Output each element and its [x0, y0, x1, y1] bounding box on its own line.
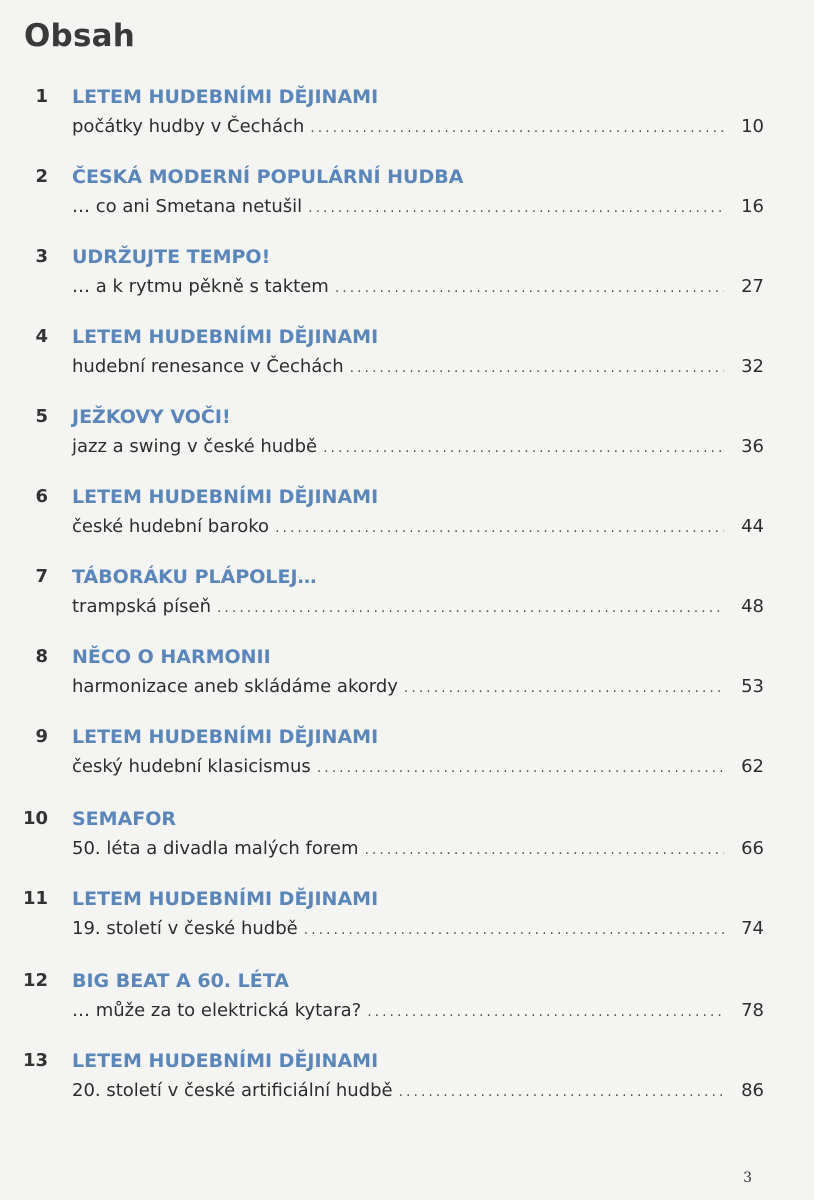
- page-ref: 10: [741, 116, 764, 137]
- chapter-subtitle: trampská píseň: [72, 596, 211, 617]
- page-ref: 16: [741, 196, 764, 217]
- chapter-number: 5: [35, 406, 48, 427]
- chapter-subtitle: harmonizace aneb skládáme akordy: [72, 676, 398, 697]
- dot-leader: [317, 760, 724, 776]
- dot-leader: [335, 280, 724, 296]
- chapter-subtitle: český hudební klasicismus: [72, 756, 311, 777]
- chapter-number: 11: [22, 888, 48, 909]
- page-ref: 48: [741, 596, 764, 617]
- entry-line: [72, 1080, 764, 1101]
- dot-leader: [310, 120, 724, 136]
- dot-leader: [364, 842, 724, 858]
- chapter-number: 13: [22, 1050, 48, 1071]
- page-ref: 53: [741, 676, 764, 697]
- chapter-number: 10: [22, 808, 48, 829]
- chapter-number: 1: [35, 86, 48, 107]
- chapter-title: ČESKÁ MODERNÍ POPULÁRNÍ HUDBA: [72, 166, 464, 188]
- chapter-subtitle: … co ani Smetana netušil: [72, 196, 303, 217]
- chapter-subtitle: … a k rytmu pěkně s taktem: [72, 276, 329, 297]
- chapter-title: LETEM HUDEBNÍMI DĚJINAMI: [72, 486, 379, 508]
- dot-leader: [275, 520, 724, 536]
- page-ref: 44: [741, 516, 764, 537]
- dot-leader: [399, 1084, 724, 1100]
- dot-leader: [367, 1004, 724, 1020]
- page-ref: 78: [741, 1000, 764, 1021]
- chapter-title: JEŽKOVY VOČI!: [72, 406, 231, 428]
- chapter-title: TÁBORÁKU PLÁPOLEJ…: [72, 566, 317, 588]
- chapter-subtitle: hudební renesance v Čechách: [72, 356, 344, 377]
- page-ref: 74: [741, 918, 764, 939]
- chapter-subtitle: 50. léta a divadla malých forem: [72, 838, 359, 859]
- chapter-title: SEMAFOR: [72, 808, 177, 830]
- entry-line: [72, 756, 764, 777]
- chapter-number: 6: [35, 486, 48, 507]
- chapter-number: 4: [35, 326, 48, 347]
- entry-line: [72, 838, 764, 859]
- entry-line: [72, 196, 764, 217]
- page-ref: 27: [741, 276, 764, 297]
- entry-line: [72, 356, 764, 377]
- entry-line: [72, 918, 764, 939]
- chapter-subtitle: počátky hudby v Čechách: [72, 116, 305, 137]
- chapter-subtitle: jazz a swing v české hudbě: [72, 436, 318, 457]
- chapter-subtitle: 20. století v české artificiální hudbě: [72, 1080, 393, 1101]
- chapter-title: LETEM HUDEBNÍMI DĚJINAMI: [72, 86, 379, 108]
- page-ref: 32: [741, 356, 764, 377]
- chapter-number: 7: [35, 566, 48, 587]
- chapter-title: NĚCO O HARMONII: [72, 646, 271, 668]
- entry-line: [72, 116, 764, 137]
- page-title: Obsah: [24, 18, 135, 54]
- entry-line: [72, 436, 764, 457]
- page-ref: 62: [741, 756, 764, 777]
- page-ref: 66: [741, 838, 764, 859]
- chapter-title: LETEM HUDEBNÍMI DĚJINAMI: [72, 1050, 379, 1072]
- chapter-title: LETEM HUDEBNÍMI DĚJINAMI: [72, 726, 379, 748]
- chapter-number: 8: [35, 646, 48, 667]
- dot-leader: [404, 680, 724, 696]
- page-number: 3: [743, 1170, 752, 1186]
- chapter-number: 12: [22, 970, 48, 991]
- entry-line: [72, 1000, 764, 1021]
- chapter-title: LETEM HUDEBNÍMI DĚJINAMI: [72, 326, 379, 348]
- chapter-title: BIG BEAT A 60. LÉTA: [72, 970, 289, 992]
- dot-leader: [350, 360, 724, 376]
- chapter-subtitle: české hudební baroko: [72, 516, 270, 537]
- entry-line: [72, 676, 764, 697]
- dot-leader: [217, 600, 724, 616]
- dot-leader: [308, 200, 724, 216]
- chapter-title: UDRŽUJTE TEMPO!: [72, 246, 271, 268]
- chapter-number: 9: [35, 726, 48, 747]
- chapter-number: 3: [35, 246, 48, 267]
- dot-leader: [304, 922, 724, 938]
- chapter-subtitle: … může za to elektrická kytara?: [72, 1000, 362, 1021]
- entry-line: [72, 516, 764, 537]
- chapter-subtitle: 19. století v české hudbě: [72, 918, 298, 939]
- dot-leader: [323, 440, 724, 456]
- chapter-title: LETEM HUDEBNÍMI DĚJINAMI: [72, 888, 379, 910]
- entry-line: [72, 596, 764, 617]
- chapter-number: 2: [35, 166, 48, 187]
- page-ref: 86: [741, 1080, 764, 1101]
- entry-line: [72, 276, 764, 297]
- page-ref: 36: [741, 436, 764, 457]
